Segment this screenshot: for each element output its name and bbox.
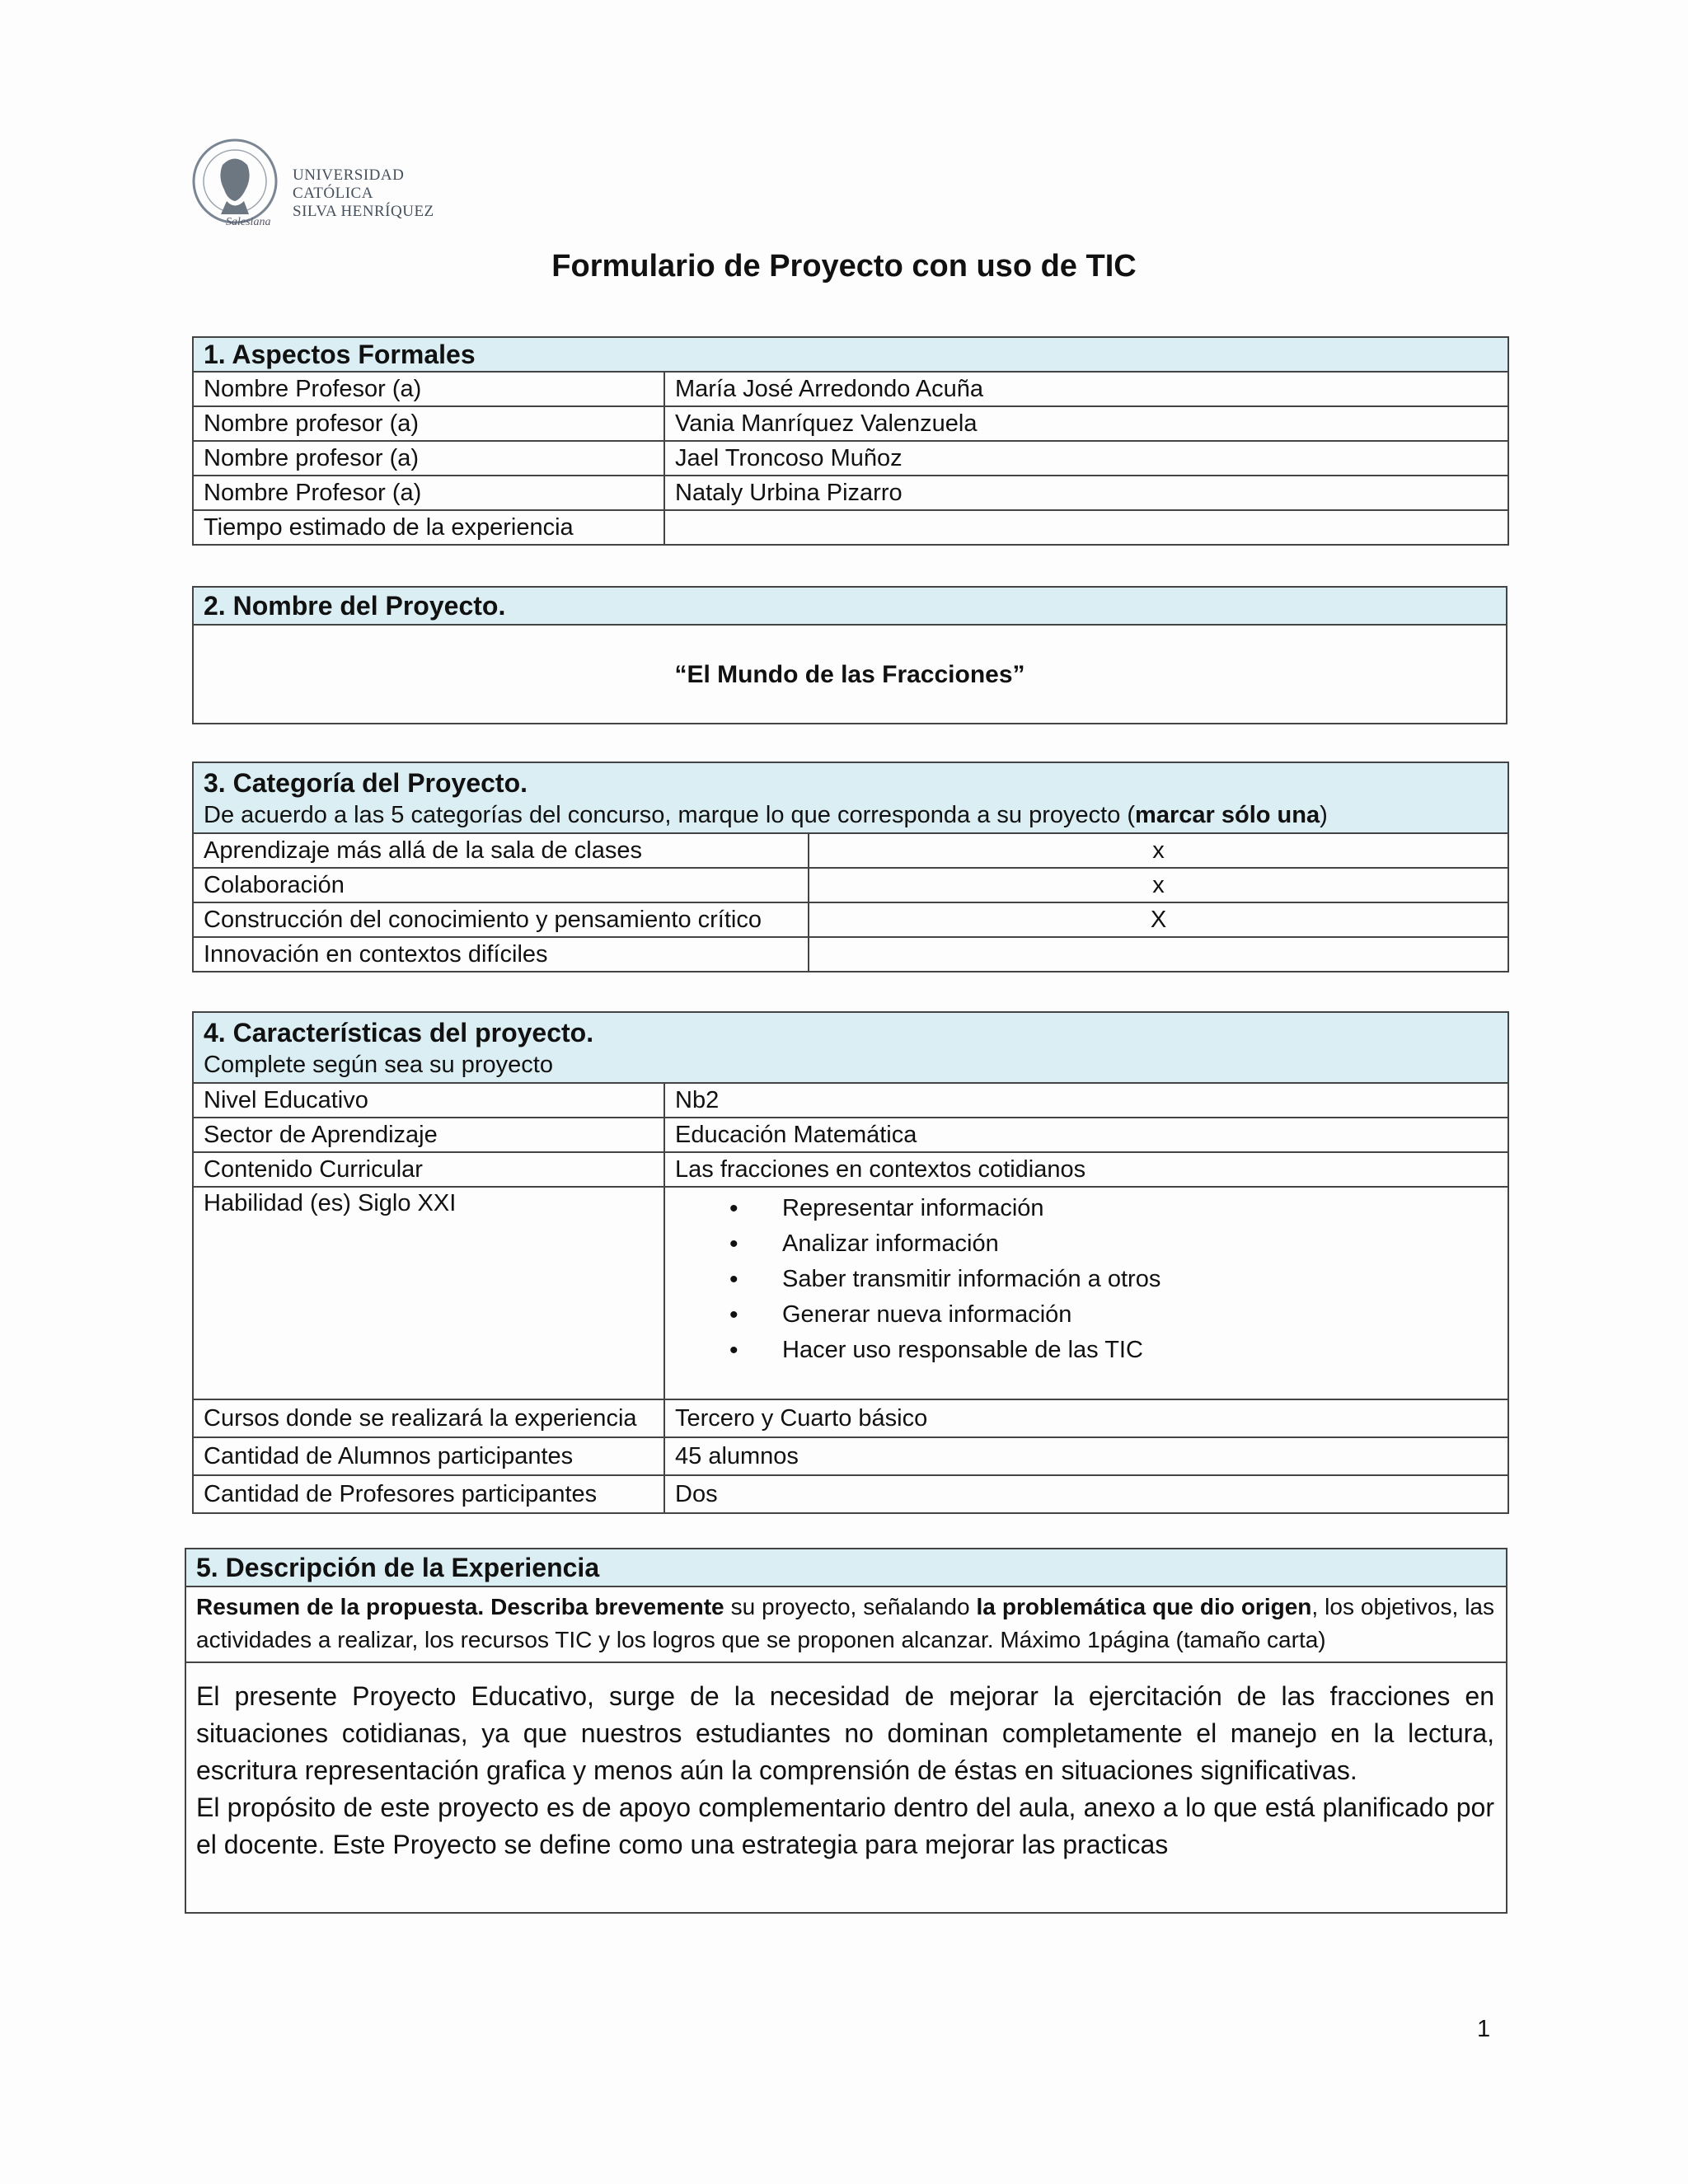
table-row	[193, 1083, 1508, 1118]
row-label: Nombre profesor (a)	[193, 441, 664, 476]
project-name: “El Mundo de las Fracciones”	[193, 625, 1507, 724]
table-row	[193, 1437, 1508, 1475]
list-item: • Hacer uso responsable de las TIC	[675, 1333, 1507, 1368]
row-label: Tiempo estimado de la experiencia	[193, 510, 664, 545]
logo-name-line1: UNIVERSIDAD CATÓLICA	[293, 166, 405, 202]
row-label: Nombre Profesor (a)	[193, 476, 664, 510]
section-caracteristicas	[192, 1011, 1509, 1514]
row-label: Cantidad de Profesores participantes	[193, 1475, 664, 1513]
table-row	[193, 902, 1508, 937]
page-title: Formulario de Proyecto con uso de TIC	[551, 249, 1137, 284]
category-label: Innovación en contextos difíciles	[193, 937, 809, 972]
section-nombre-proyecto	[192, 586, 1507, 724]
page-number: 1	[1477, 2016, 1491, 2042]
list-item: • Saber transmitir información a otros	[675, 1262, 1507, 1297]
table-row	[193, 372, 1508, 406]
table-row	[193, 476, 1508, 510]
category-mark: x	[809, 833, 1508, 868]
section-heading: 2. Nombre del Proyecto.	[193, 587, 1507, 625]
table-row	[193, 937, 1508, 972]
row-value: Jael Troncoso Muñoz	[664, 441, 1508, 476]
category-label: Aprendizaje más allá de la sala de clases	[193, 833, 809, 868]
row-label: Contenido Curricular	[193, 1152, 664, 1187]
university-logo	[190, 132, 486, 239]
description-paragraph: El presente Proyecto Educativo, surge de la necesidad de mejorar la ejercitación de las fracciones en situaciones cotidianas, ya que nuestros estudiantes no dominan completamente el manejo en la lectura, escritura representación grafica y menos aún la comprensión de éstas en situaciones significativas.	[196, 1681, 1494, 1785]
row-value: Nataly Urbina Pizarro	[664, 476, 1508, 510]
table-row	[193, 1475, 1508, 1513]
table-row	[193, 406, 1508, 441]
row-value: Tercero y Cuarto básico	[664, 1399, 1508, 1437]
table-row	[193, 1118, 1508, 1152]
row-label: Nivel Educativo	[193, 1083, 664, 1118]
section-categoria	[192, 762, 1509, 972]
section-instruction: De acuerdo a las 5 categorías del concurso, marque lo que corresponda a su proyecto (marcar sólo una)	[204, 802, 1328, 828]
table-row	[193, 510, 1508, 545]
table-row	[193, 1399, 1508, 1437]
description-paragraph: El propósito de este proyecto es de apoyo complementario dentro del aula, anexo a lo que está planificado por el docente. Este Proyecto se define como una estrategia para mejorar las practicas	[196, 1793, 1494, 1859]
row-label: Cursos donde se realizará la experiencia	[193, 1399, 664, 1437]
category-label: Construcción del conocimiento y pensamiento crítico	[193, 902, 809, 937]
section-heading: 1. Aspectos Formales	[193, 337, 1508, 372]
logo-name-line2: SILVA HENRÍQUEZ	[293, 203, 434, 220]
table-row	[193, 868, 1508, 902]
category-mark	[809, 937, 1508, 972]
table-row	[193, 1152, 1508, 1187]
table-row	[193, 1187, 1508, 1399]
section-heading: 5. Descripción de la Experiencia	[185, 1549, 1507, 1586]
section-heading: 3. Categoría del Proyecto.	[204, 768, 528, 798]
row-label: Nombre profesor (a)	[193, 406, 664, 441]
section-instruction: Resumen de la propuesta. Describa brevemente su proyecto, señalando la problemática que dio origen, los objetivos, las actividades a realizar, los recursos TIC y los logros que se proponen alcanzar. Máximo 1página (tamaño carta)	[185, 1586, 1507, 1662]
row-label: Habilidad (es) Siglo XXI	[193, 1187, 664, 1399]
row-label: Nombre Profesor (a)	[193, 372, 664, 406]
list-item: • Analizar información	[675, 1226, 1507, 1262]
category-mark: X	[809, 902, 1508, 937]
row-value: 45 alumnos	[664, 1437, 1508, 1475]
row-value: Las fracciones en contextos cotidianos	[664, 1152, 1508, 1187]
section-descripcion	[185, 1548, 1507, 1914]
row-value: María José Arredondo Acuña	[664, 372, 1508, 406]
section-instruction: Complete según sea su proyecto	[204, 1052, 553, 1078]
row-value: Dos	[664, 1475, 1508, 1513]
skills-list	[675, 1188, 1507, 1368]
description-body	[185, 1662, 1507, 1913]
logo-text	[293, 166, 486, 221]
row-value: Vania Manríquez Valenzuela	[664, 406, 1508, 441]
category-label: Colaboración	[193, 868, 809, 902]
table-row	[193, 441, 1508, 476]
list-item: • Generar nueva información	[675, 1297, 1507, 1333]
row-label: Sector de Aprendizaje	[193, 1118, 664, 1152]
section-aspectos-formales	[192, 336, 1509, 546]
section-heading: 4. Características del proyecto.	[204, 1018, 594, 1047]
logo-tagline: Salesiana	[226, 216, 271, 228]
row-label: Cantidad de Alumnos participantes	[193, 1437, 664, 1475]
row-value: Nb2	[664, 1083, 1508, 1118]
list-item: • Representar información	[675, 1191, 1507, 1226]
category-mark: x	[809, 868, 1508, 902]
row-value	[664, 510, 1508, 545]
table-row	[193, 833, 1508, 868]
row-value: Educación Matemática	[664, 1118, 1508, 1152]
